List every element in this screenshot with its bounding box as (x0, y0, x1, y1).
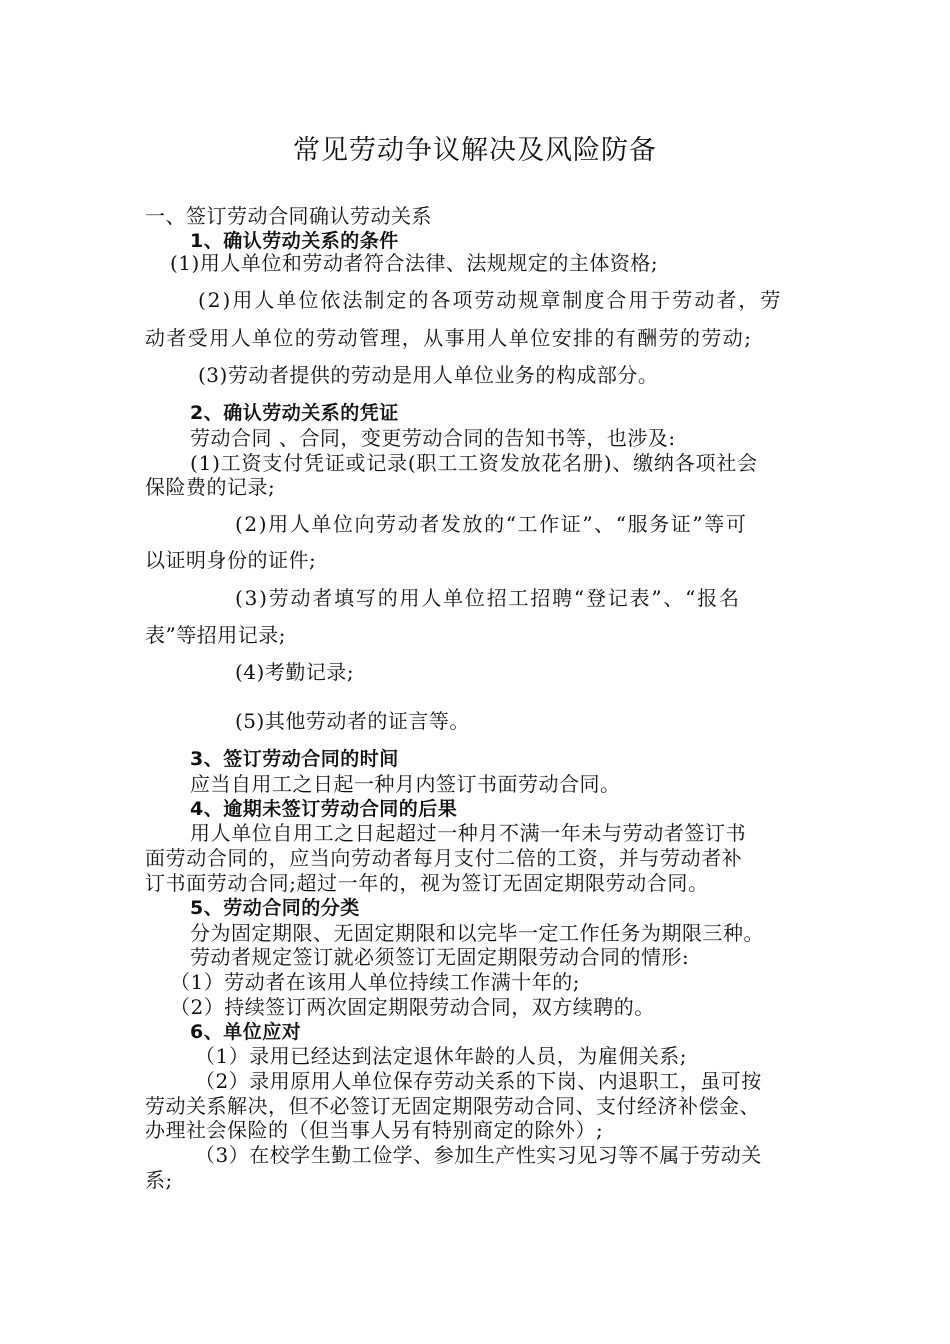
subsection-heading-5: 5、劳动合同的分类 (190, 897, 360, 919)
paragraph-line: （1）录用已经达到法定退休年龄的人员，为雇佣关系; (195, 1044, 687, 1068)
paragraph-line: 劳动合同 、合同，变更劳动合同的告知书等，也涉及: (190, 426, 676, 450)
paragraph-line: (5)其他劳动者的证言等。 (235, 709, 470, 733)
paragraph-line: 劳动者规定签订就必须签订无固定期限劳动合同的情形: (190, 945, 690, 969)
paragraph-line: (1)用人单位和劳动者符合法律、法规规定的主体资格; (170, 251, 659, 275)
paragraph-line: 订书面劳动合同;超过一年的，视为签订无固定期限劳动合同。 (145, 871, 709, 895)
subsection-heading-6: 6、单位应对 (190, 1021, 302, 1043)
paragraph-line: 动者受用人单位的劳动管理，从事用人单位安排的有酬劳的劳动; (145, 326, 753, 350)
document-title: 常见劳动争议解决及风险防备 (293, 135, 657, 166)
paragraph-line: 应当自用工之日起一种月内签订书面劳动合同。 (190, 772, 621, 796)
subsection-heading-3: 3、签订劳动合同的时间 (190, 748, 399, 770)
paragraph-line: 分为固定期限、无固定期限和以完毕一定工作任务为期限三种。 (190, 921, 764, 945)
paragraph-line: 以证明身份的证件; (145, 548, 317, 572)
paragraph-line: 面劳动合同的，应当向劳动者每月支付二倍的工资，并与劳动者补 (145, 846, 743, 870)
paragraph-line: 劳动关系解决，但不必签订无固定期限劳动合同、支付经济补偿金、 (145, 1094, 760, 1118)
paragraph-line: （2）录用原用人单位保存劳动关系的下岗、内退职工，虽可按 (195, 1069, 762, 1093)
paragraph-line: (4)考勤记录; (235, 660, 355, 684)
paragraph-line: (1)工资支付凭证或记录(职工工资发放花名册)、缴纳各项社会 (190, 451, 758, 475)
paragraph-line: 办理社会保险的（但当事人另有特别商定的除外）; (145, 1118, 604, 1142)
paragraph-line: (3)劳动者填写的用人单位招工招聘“登记表”、“报名 (235, 586, 741, 610)
paragraph-line: (3)劳动者提供的劳动是用人单位业务的构成部分。 (198, 363, 659, 387)
paragraph-line: (2)用人单位依法制定的各项劳动规章制度合用于劳动者，劳 (198, 288, 783, 312)
subsection-heading-2: 2、确认劳动关系的凭证 (190, 402, 399, 424)
paragraph-line: （3）在校学生勤工俭学、参加生产性实习见习等不属于劳动关 (195, 1143, 762, 1167)
paragraph-line: （2）持续签订两次固定期限劳动合同，双方续聘的。 (170, 995, 655, 1019)
paragraph-line: 保险费的记录; (145, 475, 276, 499)
paragraph-line: 用人单位自用工之日起超过一种月不满一年未与劳动者签订书 (190, 821, 747, 845)
paragraph-line: (2)用人单位向劳动者发放的“工作证”、“服务证”等可 (235, 512, 748, 536)
paragraph-line: 系; (145, 1168, 173, 1192)
paragraph-line: 表”等招用记录; (145, 623, 286, 647)
subsection-heading-4: 4、逾期未签订劳动合同的后果 (190, 798, 458, 820)
paragraph-line: （1）劳动者在该用人单位持续工作满十年的; (170, 970, 580, 994)
subsection-heading-1: 1、确认劳动关系的条件 (190, 230, 399, 252)
section-heading-1: 一、签订劳动合同确认劳动关系 (145, 204, 432, 228)
